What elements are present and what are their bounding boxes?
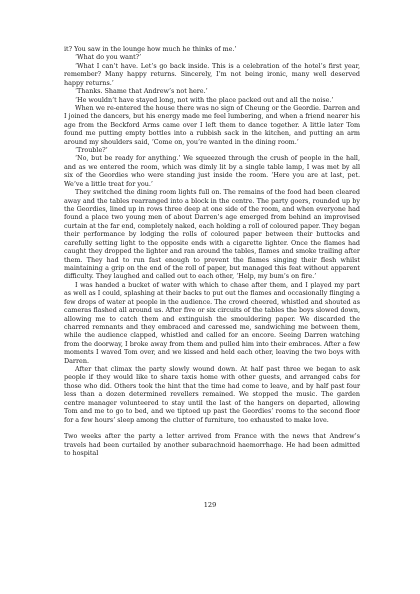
paragraph-4: ‘Thanks. Shame that Andrew’s not here.’ [75,87,208,96]
paragraph-10: I was handed a bucket of water with which to chase after them, and I played my part as well as I could, splashing at their backs to put out the flames and occasionally flinging a few drops of water at people in the audience. The crowd cheered, whistled and shouted as cameras flashed all around us. After five or six circuits of the tables the boys slowed down, allowing me to catch them and extinguish the smouldering paper. We discarded the charred remnants and they embraced and caressed me, sandwiching me between them, while the audience clapped, whistled and called for an encore. Seeing Darren watching from the doorway, I broke away from them and pulled him into their embraces. After a few moments I waved Tom over, and we kissed and held each other, leaving the two boys with Darren. [64,280,360,365]
body-text [64,45,360,458]
paragraph-11: After that climax the party slowly wound down. At half past three we began to ask people if they would like to share taxis home with other guests, and arranged cabs for those who did. Others took the hint that the time had come to leave, and by half past four less than a dozen determined revellers remained. We stopped the music. The garden centre manager volunteered to stay until the last of the hangers on departed, allowing Tom and me to go to bed, and we tiptoed up past the Geordies’ rooms to the second floor for a few hours’ sleep among the clutter of furniture, too exhausted to make love. [64,365,360,424]
paragraph-12: Two weeks after the party a letter arrived from France with the news that Andrew’s travels had been curtailed by another subarachnoid haemorrhage. He had been admitted to hospital [64,432,360,458]
paragraph-9: They switched the dining room lights full on. The remains of the food had been cleared away and the tables rearranged into a block in the centre. The party goers, rounded up by the Geordies, lined up in rows three deep at one side of the room, and when everyone had found a place two young men of about Darren’s age emerged from behind an improvised curtain at the far end, completely naked, each holding a roll of coloured paper. They began their performance by lodging the rolls of coloured paper between their buttocks and carefully setting light to the opposite ends with a cigarette lighter. Once the flames had caught they dropped the lighter and ran around the tables, flames and smoke trailing after them. They had to run fast enough to prevent the flames singing their flesh whilst maintaining a grip on the end of the roll of paper, but managed this feat without apparent difficulty. They laughed and called out to each other, ‘Help, my bum’s on fire.’ [64,188,360,281]
page-number: 129 [203,501,217,509]
paragraph-8: ‘No, but be ready for anything.’ We squeezed through the crush of people in the hall, and as we entered the room, which was dimly lit by a single table lamp, I was met by all six of the Geordies who were standing just inside the room. ‘Here you are at last, pet. We’ve a little treat for you.’ [64,154,360,188]
paragraph-6: When we re-entered the house there was no sign of Cheung or the Geordie. Darren and I joined the dancers, but his energy made me feel lumbering, and when a friend nearer his age from the Beckford Arms came over I left them to dance together. A little later Tom found me putting empty bottles into a rubbish sack in the kitchen, and putting an arm around my shoulders said, ‘Come on, you’re wanted in the dining room.’ [64,103,360,146]
paragraph-3: ‘What I can’t have. Let’s go back inside. This is a celebration of the hotel’s first year, remember? Many happy returns. Sincerely, I’m not being ironic, many well deserved happy returns.’ [64,61,360,87]
paragraph-5: ‘He wouldn’t have stayed long, not with the place packed out and all the noise.’ [75,95,334,104]
paragraph-2: ‘What do you want?’ [75,53,142,62]
paragraph-1: it? You saw in the lounge how much he thinks of me.’ [64,45,237,53]
paragraph-7: ‘Trouble?’ [75,146,108,155]
